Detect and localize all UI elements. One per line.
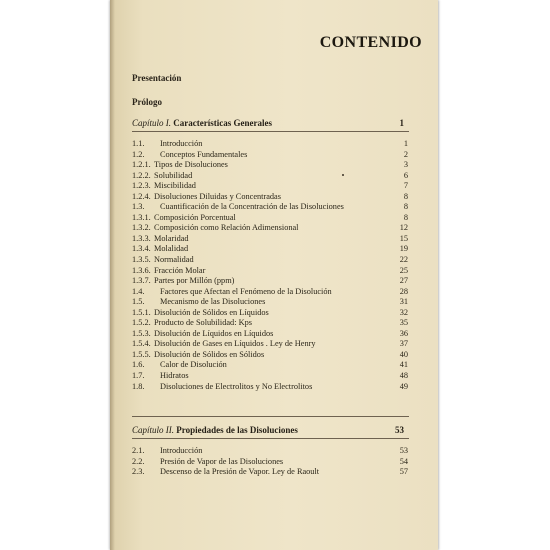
toc-entry-number: 1.4. — [132, 286, 145, 296]
toc-entry-page: 32 — [399, 307, 408, 317]
toc-entry-number: 1.2. — [132, 149, 145, 159]
toc-entry-page: 57 — [399, 467, 408, 477]
toc-entry — [132, 339, 408, 350]
toc-entry-title: Conceptos Fundamentales — [160, 149, 248, 159]
toc-entry-title: Disolución de Gases en Líquidos . Ley de Henry — [154, 339, 316, 349]
toc-entry — [132, 360, 408, 371]
toc-entry-title: Producto de Solubilidad: Kps — [154, 318, 252, 328]
toc-entry — [132, 181, 408, 192]
toc-entry — [132, 382, 408, 393]
toc-entry-title: Mecanismo de las Disoluciones — [160, 297, 266, 307]
toc-entry — [132, 244, 408, 255]
toc-entry-number: 1.2.4. — [132, 191, 151, 201]
chapter-2-heading — [132, 425, 404, 435]
toc-entry-title: Presión de Vapor de las Disoluciones — [160, 456, 284, 466]
toc-entry — [132, 255, 408, 266]
toc-entry-title: Disolución de Líquidos en Líquidos — [154, 328, 274, 338]
chapter-2-title: Propiedades de las Disoluciones — [176, 425, 298, 435]
toc-entry-page: 7 — [403, 181, 408, 191]
chapter-2-top-rule — [132, 416, 409, 417]
toc-entry-title: Composición Porcentual — [154, 212, 236, 222]
toc-entry-title: Molaridad — [154, 233, 189, 243]
toc-entry-page: 6 — [403, 170, 408, 180]
toc-entry-number: 1.8. — [132, 381, 145, 391]
toc-entry-page: 48 — [399, 371, 408, 381]
toc-entry-page: 27 — [399, 276, 408, 286]
toc-entry-page: 54 — [399, 456, 408, 466]
toc-entry-title: Miscibilidad — [154, 181, 196, 191]
toc-entry — [132, 287, 408, 298]
toc-entry-page: 28 — [399, 286, 408, 296]
toc-entry-number: 1.3. — [132, 202, 145, 212]
toc-entry-number: 1.3.1. — [132, 212, 151, 222]
toc-entry-number: 1.3.7. — [132, 276, 151, 286]
toc-entry-page: 8 — [403, 212, 408, 222]
toc-entry-page: 25 — [399, 265, 408, 275]
toc-entry-title: Molalidad — [154, 244, 189, 254]
toc-entry — [132, 150, 408, 161]
toc-entry-number: 1.5.3. — [132, 328, 151, 338]
toc-entry-title: Disoluciones de Electrolitos y No Electrolitos — [160, 381, 313, 391]
toc-entry — [132, 297, 408, 308]
toc-entry-page: 22 — [399, 255, 408, 265]
toc-entry-title: Introducción — [160, 139, 203, 148]
toc-entry — [132, 308, 408, 319]
toc-entry-number: 1.5.2. — [132, 318, 151, 328]
toc-entry-number: 1.5.4. — [132, 339, 151, 349]
toc-entry-number: 2.1. — [132, 446, 145, 455]
toc-entry-number: 2.2. — [132, 456, 145, 466]
toc-entry-number: 1.3.2. — [132, 223, 151, 233]
toc-entry-title: Composición como Relación Adimensional — [154, 223, 299, 233]
chapter-1-label: Capítulo I. — [132, 118, 172, 128]
front-matter-presentacion: Presentación — [132, 73, 182, 83]
toc-entry-number: 1.3.6. — [132, 265, 151, 275]
toc-entry — [132, 318, 408, 329]
toc-entry-number: 1.1. — [132, 139, 145, 148]
toc-entry-title: Partes por Millón (ppm) — [154, 276, 235, 286]
toc-entry-title: Descenso de la Presión de Vapor. Ley de Raoult — [160, 467, 320, 477]
toc-entry-number: 2.3. — [132, 467, 145, 477]
toc-entry-number: 1.7. — [132, 371, 145, 381]
toc-entry — [132, 371, 408, 382]
toc-entry — [132, 192, 408, 203]
chapter-1-page: 1 — [399, 118, 404, 128]
toc-entry-number: 1.2.2. — [132, 170, 151, 180]
toc-entry — [132, 139, 408, 150]
toc-entry-page: 1 — [403, 139, 408, 148]
toc-entry-title: Calor de Disolución — [160, 360, 227, 370]
toc-entry-page: 37 — [399, 339, 408, 349]
toc-entry — [132, 202, 408, 213]
toc-entry-number: 1.2.3. — [132, 181, 151, 191]
toc-entry-number: 1.5.1. — [132, 307, 151, 317]
toc-entry-title: Disolución de Sólidos en Sólidos — [154, 349, 265, 359]
toc-entry-page: 40 — [399, 349, 408, 359]
toc-entry — [132, 234, 408, 245]
toc-entry-title: Disoluciones Diluidas y Concentradas — [154, 191, 281, 201]
toc-entry — [132, 276, 408, 287]
chapter-1-title-group — [132, 118, 272, 128]
toc-entry-number: 1.3.3. — [132, 233, 151, 243]
toc-entry-number: 1.2.1. — [132, 160, 151, 170]
chapter-1-rule — [132, 131, 409, 132]
toc-entry-page: 2 — [403, 149, 408, 159]
page-heading: CONTENIDO — [319, 34, 422, 51]
toc-entry-page: 8 — [403, 191, 408, 201]
chapter-2-rule — [132, 438, 409, 439]
toc-entry-title: Tipos de Disoluciones — [154, 160, 228, 170]
toc-entry — [132, 223, 408, 234]
toc-entry-title: Introducción — [160, 446, 203, 455]
front-matter-prologo: Prólogo — [132, 97, 162, 107]
toc-entry — [132, 446, 408, 457]
book-page — [110, 0, 438, 550]
toc-entry-page: 12 — [399, 223, 408, 233]
toc-entry — [132, 266, 408, 277]
toc-entry-number: 1.6. — [132, 360, 145, 370]
toc-entry — [132, 329, 408, 340]
toc-entry-number: 1.3.5. — [132, 255, 151, 265]
toc-entry-page: 31 — [399, 297, 408, 307]
toc-entry-page: 53 — [399, 446, 408, 455]
toc-entry-page: 8 — [403, 202, 408, 212]
toc-entry-page: 35 — [399, 318, 408, 328]
toc-entry — [132, 467, 408, 478]
toc-entry — [132, 160, 408, 171]
stray-mark — [342, 174, 344, 176]
chapter-1-heading — [132, 118, 404, 128]
toc-entry-title: Disolución de Sólidos en Líquidos — [154, 307, 269, 317]
toc-entry-title: Normalidad — [154, 255, 194, 265]
toc-entry-page: 19 — [399, 244, 408, 254]
toc-entry-page: 49 — [399, 381, 408, 391]
toc-entry — [132, 213, 408, 224]
chapter-2-title-group — [132, 425, 298, 435]
toc-entry-title: Cuantificación de la Concentración de las Disoluciones — [160, 202, 344, 212]
toc-entry-title: Hidratos — [160, 371, 189, 381]
chapter-1-entries — [132, 139, 408, 392]
toc-entry — [132, 350, 408, 361]
chapter-2-page: 53 — [395, 425, 404, 435]
toc-entry-title: Fracción Molar — [154, 265, 206, 275]
chapter-2-entries — [132, 446, 408, 478]
toc-entry-page: 36 — [399, 328, 408, 338]
toc-entry-number: 1.3.4. — [132, 244, 151, 254]
toc-entry — [132, 171, 408, 182]
chapter-2-label: Capítulo II. — [132, 425, 174, 435]
chapter-1-title: Características Generales — [173, 118, 272, 128]
toc-entry-page: 3 — [403, 160, 408, 170]
toc-entry — [132, 457, 408, 468]
toc-entry-title: Solubilidad — [154, 170, 193, 180]
toc-entry-title: Factores que Afectan el Fenómeno de la Disolución — [160, 286, 332, 296]
toc-entry-page: 15 — [399, 233, 408, 243]
toc-entry-page: 41 — [399, 360, 408, 370]
toc-entry-number: 1.5.5. — [132, 349, 151, 359]
toc-entry-number: 1.5. — [132, 297, 145, 307]
